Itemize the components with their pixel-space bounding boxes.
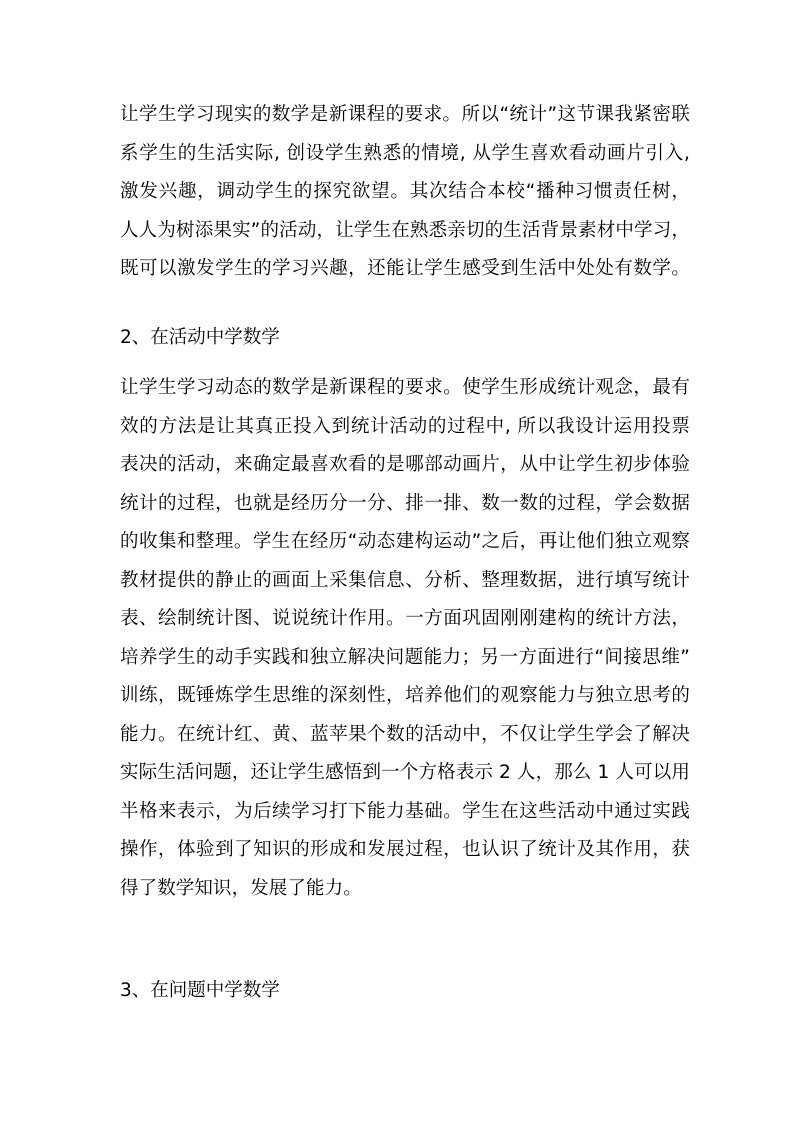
paragraph-line: 的收集和整理。学生在经历“动态建构运动”之后，再让他们独立观察 [120,531,690,552]
paragraph-line: 训练，既锤炼学生思维的深刻性，培养他们的观察能力与独立思考的 [120,685,690,706]
paragraph-line: 培养学生的动手实践和独立解决问题能力；另一方面进行“间接思维” [120,646,690,668]
paragraph-line: 操作，体验到了知识的形成和发展过程，也认识了统计及其作用，获 [120,839,690,860]
paragraph-line: 系学生的生活实际, 创设学生熟悉的情境, 从学生喜欢看动画片引入, [120,142,690,164]
paragraph-line: 半格来表示，为后续学习打下能力基础。学生在这些活动中通过实践 [120,800,690,822]
paragraph-line: 既可以激发学生的学习兴趣，还能让学生感受到生活中处处有数学。 [120,258,690,279]
paragraph-line: 效的方法是让其真正投入到统计活动的过程中, 所以我设计运用投票 [120,415,690,437]
paragraph-line: 实际生活问题，还让学生感悟到一个方格表示 2 人，那么 1 人可以用 [120,762,690,783]
paragraph-line: 表决的活动，来确定最喜欢看的是哪部动画片，从中让学生初步体验 [120,454,690,475]
section-heading-2: 2、在活动中学数学 [120,327,280,348]
paragraph-line: 教材提供的静止的画面上采集信息、分析、整理数据，进行填写统计 [120,569,690,591]
section-heading-3: 3、在问题中学数学 [120,980,280,1001]
paragraph-1 [120,96,690,289]
paragraph-line: 统计的过程，也就是经历分一分、排一排、数一数的过程，学会数据 [120,492,690,514]
paragraph-line: 能力。在统计红、黄、蓝苹果个数的活动中，不仅让学生学会了解决 [120,723,690,745]
paragraph-line: 人人为树添果实”的活动，让学生在熟悉亲切的生活背景素材中学习， [120,219,690,241]
paragraph-line: 激发兴趣，调动学生的探究欲望。其次结合本校“播种习惯责任树， [120,181,690,202]
paragraph-line: 让学生学习现实的数学是新课程的要求。所以“统计”这节课我紧密联 [120,104,690,125]
paragraph-line: 表、绘制统计图、说说统计作用。一方面巩固刚刚建构的统计方法， [120,608,690,629]
paragraph-line: 让学生学习动态的数学是新课程的要求。使学生形成统计观念，最有 [120,377,690,398]
paragraph-2 [120,369,690,908]
paragraph-line: 得了数学知识，发展了能力。 [120,877,362,899]
